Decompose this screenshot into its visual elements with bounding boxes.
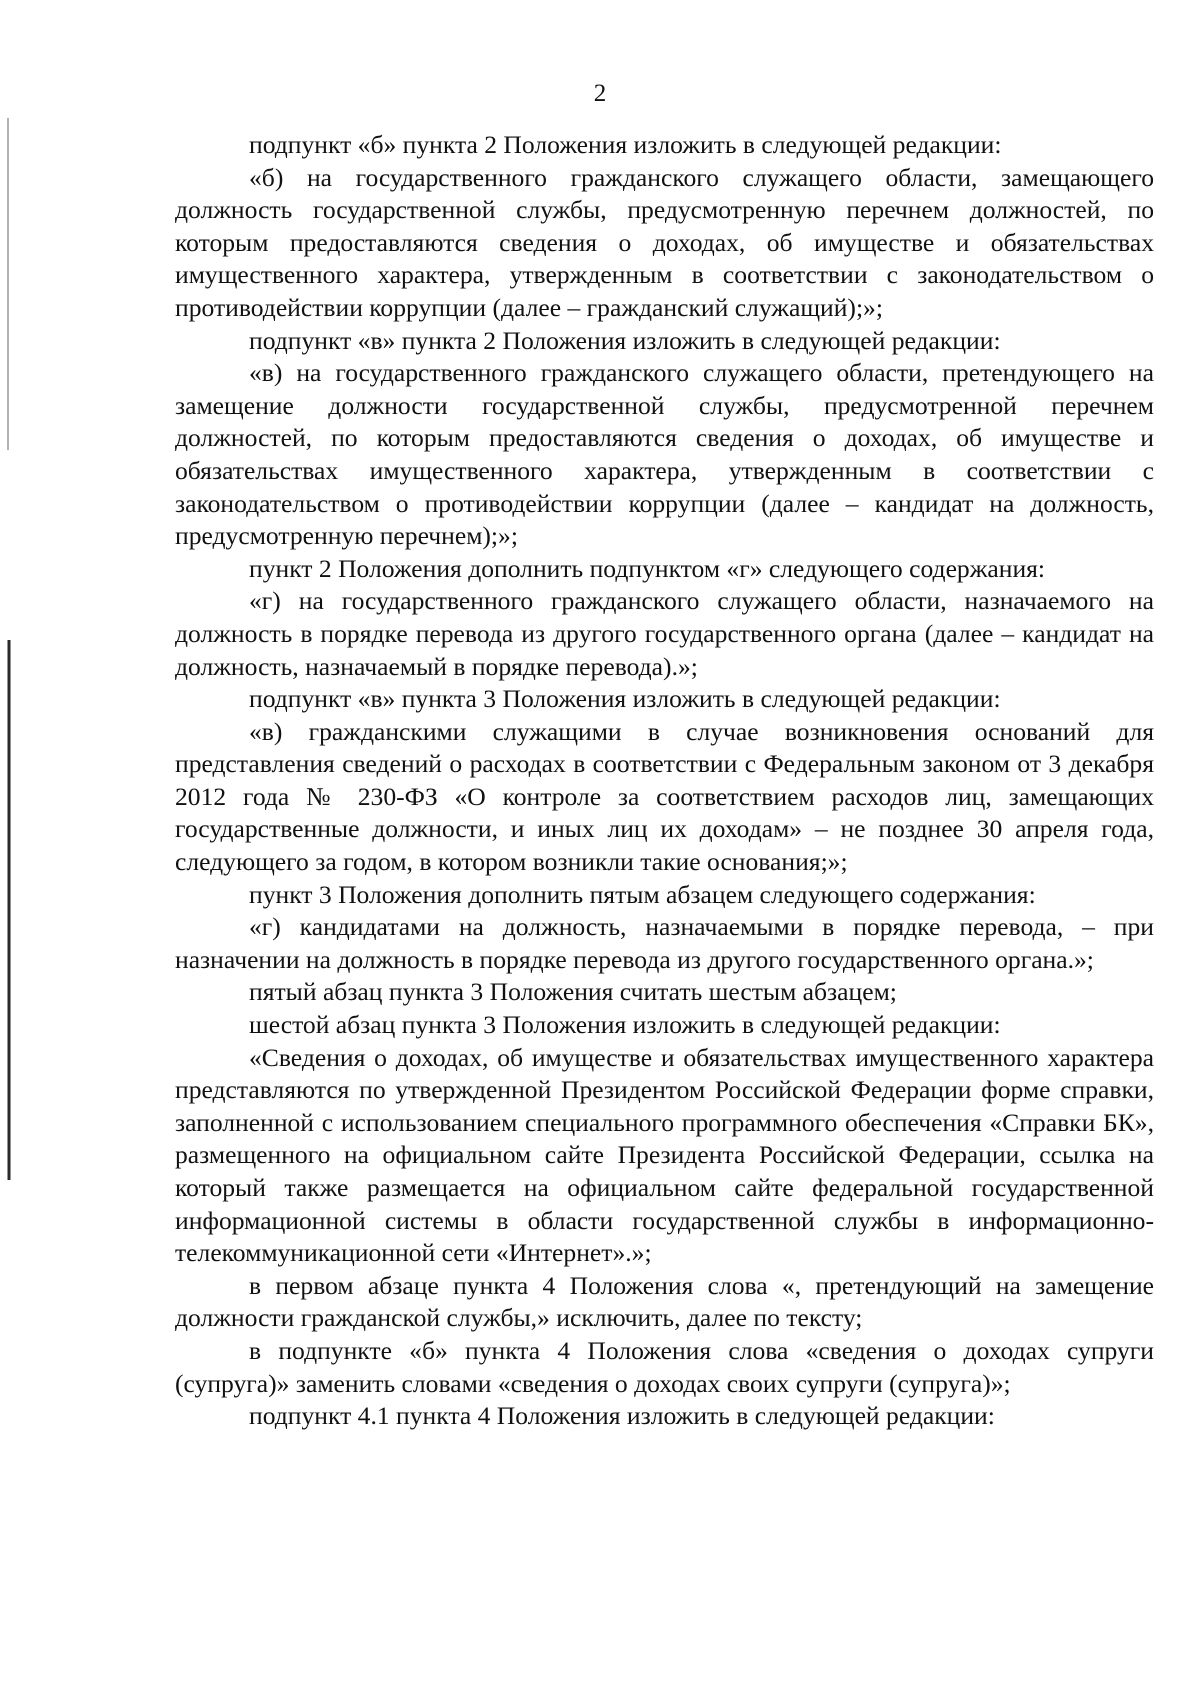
paragraph: «Сведения о доходах, об имуществе и обязательствах имущественного характера представляются по утвержденной Президентом Российской Федерации форме справки, заполненной с использованием специального программного обеспечения «Справки БК», размещенного на официальном сайте Президента Российской Федерации, ссылка на который также размещается на официальном сайте федеральной государственной информационной системы в области государственной службы в информационно-телекоммуникационной сети «Интернет».»; (175, 1042, 1154, 1268)
paragraph: «б) на государственного гражданского служащего области, замещающего должность государственной службы, предусмотренную перечнем должностей, по которым предоставляются сведения о доходах, об имуществе и обязательствах имущественного характера, утвержденным в соответствии с законодательством о противодействии коррупции (далее – гражданский служащий);»; (175, 162, 1154, 322)
paragraph: подпункт «б» пункта 2 Положения изложить в следующей редакции: (249, 130, 1002, 159)
paragraph: подпункт «в» пункта 3 Положения изложить в следующей редакции: (249, 684, 1001, 714)
paragraph: шестой абзац пункта 3 Положения изложить в следующей редакции: (249, 1010, 1001, 1040)
paragraph: пункт 2 Положения дополнить подпунктом «г» следующего содержания: (249, 553, 1046, 583)
paragraph: подпункт «в» пункта 2 Положения изложить в следующей редакции: (249, 325, 1001, 355)
paragraph: «в) гражданскими служащими в случае возникновения оснований для представления сведений о расходах в соответствии с Федеральным законом от 3 декабря 2012 года № 230-ФЗ «О контроле за соответствием расходов лиц, замещающих государственные должности, и иных лиц их доходам» – не позднее 30 апреля года, следующего за годом, в котором возникли такие основания;»; (175, 716, 1154, 877)
paragraph: в подпункте «б» пункта 4 Положения слова «сведения о доходах супруги (супруга)» заменить словами «сведения о доходах своих супруги (супруга)»; (175, 1335, 1154, 1398)
paragraph: в первом абзаце пункта 4 Положения слова «, претендующий на замещение должности гражданской службы,» исключить, далее по тексту; (175, 1270, 1154, 1333)
paragraph: подпункт 4.1 пункта 4 Положения изложить в следующей редакции: (249, 1401, 995, 1431)
page-number: 2 (593, 80, 607, 107)
paragraph: пятый абзац пункта 3 Положения считать шестым абзацем; (249, 977, 897, 1007)
paragraph: «в) на государственного гражданского служащего области, претендующего на замещение должности государственной службы, предусмотренной перечнем должностей, по которым предоставляются сведения о доходах, об имуществе и обязательствах имущественного характера, утвержденным в соответствии с законодательством о противодействии коррупции (далее – кандидат на должность, предусмотренную перечнем);»; (175, 358, 1154, 551)
paragraph: пункт 3 Положения дополнить пятым абзацем следующего содержания: (249, 879, 1036, 909)
paragraph: «г) на государственного гражданского служащего области, назначаемого на должность в порядке перевода из другого государственного органа (далее – кандидат на должность, назначаемый в порядке перевода).»; (175, 586, 1154, 681)
paragraph: «г) кандидатами на должность, назначаемыми в порядке перевода, – при назначении на должность в порядке перевода из другого государственного органа.»; (175, 912, 1154, 974)
document-body (175, 129, 1154, 1433)
